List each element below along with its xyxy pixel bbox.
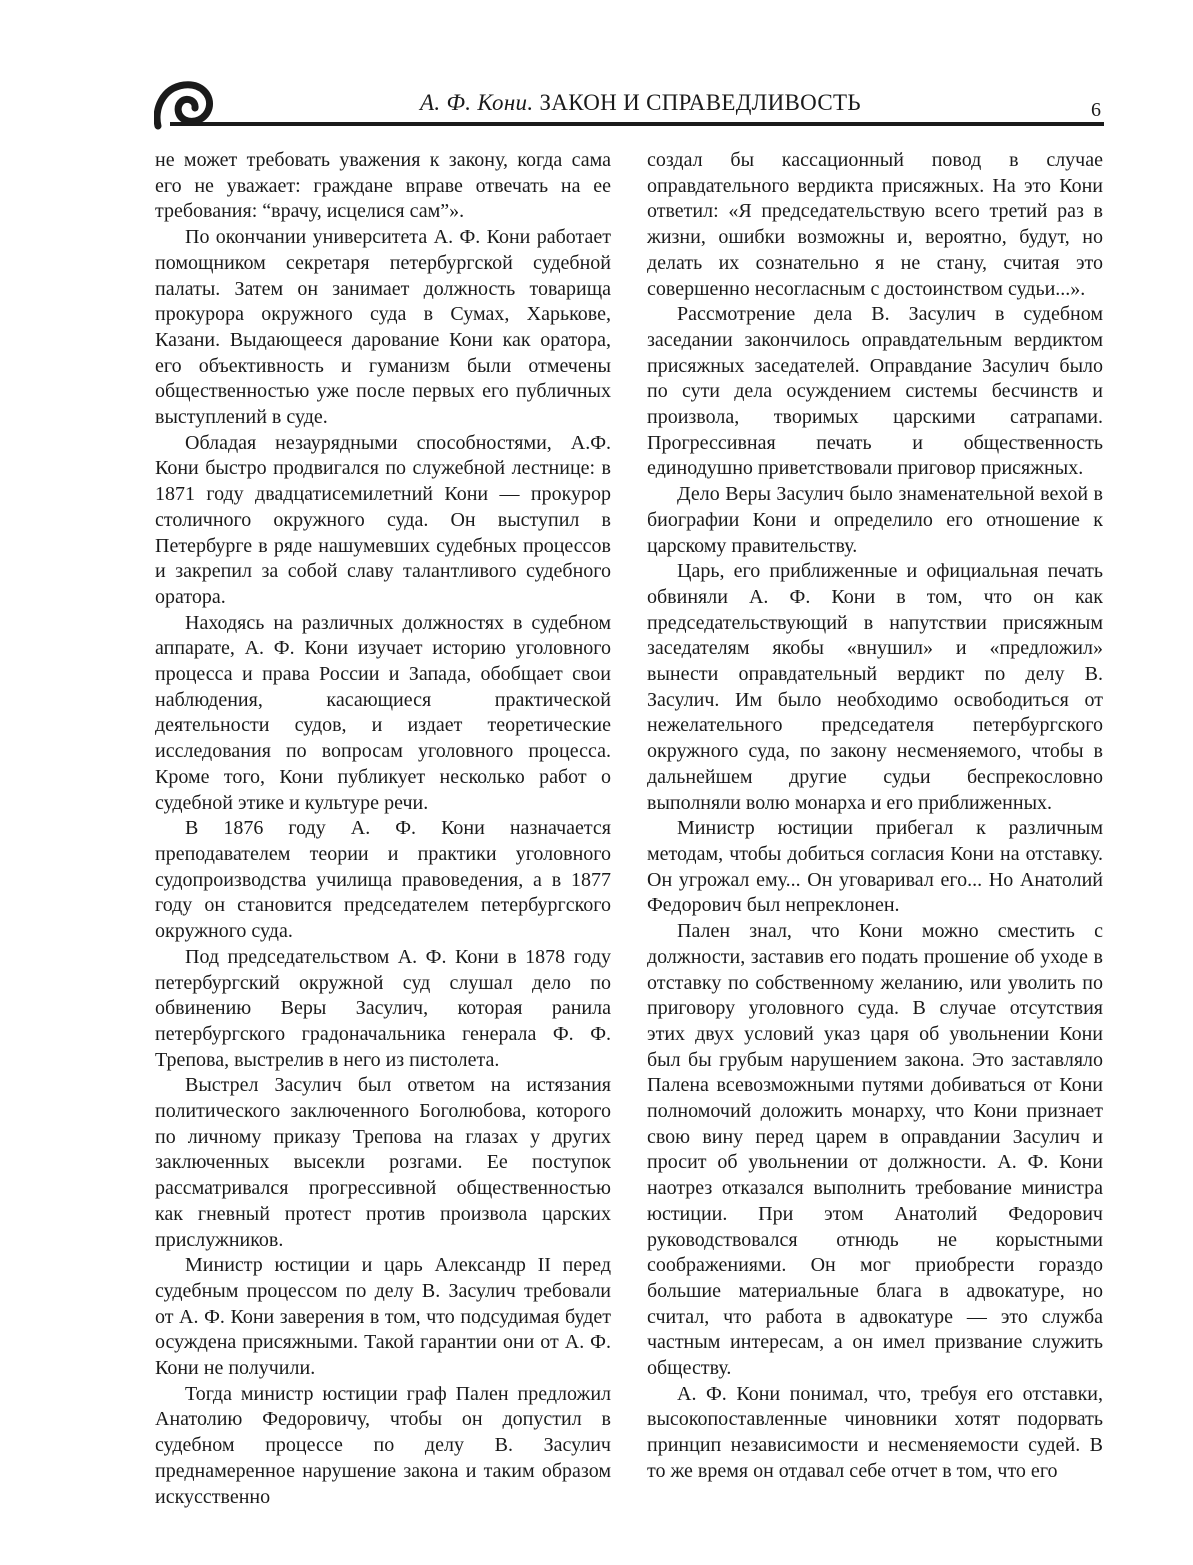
paragraph: Под председательством А. Ф. Кони в 1878 году петербургский окружной суд слушал дело по обвинению Веры Засулич, которая ранила петербургского градоначальника генерала Ф. Ф. Трепова, выстрелив в него из пистолета.: [155, 945, 611, 1071]
paragraph: Пален знал, что Кони можно сместить с должности, заставив его подать прошение об уходе в отставку по собственному желанию, или уволить по приговору уголовного суда. В случае отсутствия этих двух условий указ царя об увольнении Кони был бы грубым нарушением закона. Это заставляло Палена всевозможными путями добиваться от Кони полномочий доложить монарху, что Кони признает свою вину перед царем в оправдании Засулич и просит об увольнении от должности. А. Ф. Кони наотрез отказался выполнить требование министра юстиции. При этом Анатолий Федорович руководствовался отнюдь не корыстными соображениями. Он мог приобрести гораздо большие материальные блага в адвокатуре, но считал, что работа в адвокатуре — это служба частным интересам, а он имел призвание служить обществу.: [647, 920, 1103, 1380]
paragraph: В 1876 году А. Ф. Кони назначается преподавателем теории и практики уголовного судопроизводства училища правоведения, а в 1877 году он становится председателем петербургского окружного суда.: [155, 817, 611, 943]
paragraph: А. Ф. Кони понимал, что, требуя его отставки, высокопоставленные чиновники хотят подорвать принцип независимости и несменяемости судей. В то же время он отдавал себе отчет в том, что его: [647, 1382, 1103, 1482]
paragraph: Обладая незаурядными способностями, А.Ф. Кони быстро продвигался по служебной лестнице: в 1871 году двадцатисемилетний Кони — прокурор столичного окружного суда. Он выступил в Петербурге в ряде нашумевших судебных процессов и закрепил за собой славу талантливого судебного оратора.: [155, 431, 611, 608]
paragraph: По окончании университета А. Ф. Кони работает помощником секретаря петербургской судебной палаты. Затем он занимает должность товарища прокурора окружного суда в Сумах, Харькове, Казани. Выдающееся дарование Кони как оратора, его объективность и гуманизм были отмечены общественностью уже после первых его публичных выступлений в суде.: [155, 226, 611, 429]
paragraph: Министр юстиции и царь Александр II перед судебным процессом по делу В. Засулич требовали от А. Ф. Кони заверения в том, что подсудимая будет осуждена присяжными. Такой гарантии они от А. Ф. Кони не получили.: [155, 1254, 611, 1380]
paragraph: создал бы кассационный повод в случае оправдательного вердикта присяжных. На это Кони ответил: «Я председательствую всего третий раз в жизни, ошибки возможны и, вероятно, будут, но делать их сознательно я не стану, считая это совершенно несогласным с достоинством судьи...».: [647, 149, 1103, 300]
paragraph: Царь, его приближенные и официальная печать обвиняли А. Ф. Кони в том, что он как председательствующий в напутствии присяжным заседателям якобы «внушил» и «предложил» вынести оправдательный вердикт по делу В. Засулич. Им было необходимо освободиться от нежелательного председателя петербургского окружного суда, по закону несменяемого, чтобы в дальнейшем другие судьи беспрекословно выполняли волю монарха и его приближенных.: [647, 560, 1103, 814]
header-title: ЗАКОН И СПРАВЕДЛИВОСТЬ: [539, 90, 861, 115]
right-column: [647, 148, 1103, 1485]
paragraph: Дело Веры Засулич было знаменательной вехой в биографии Кони и определило его отношение к царскому правительству.: [647, 483, 1103, 557]
paragraph: Рассмотрение дела В. Засулич в судебном заседании закончилось оправдательным вердиктом присяжных заседателей. Оправдание Засулич было по сути дела осуждением системы бесчинств и произвола, творимых царскими сатрапами. Прогрессивная печать и общественность единодушно приветствовали приговор присяжных.: [647, 303, 1103, 480]
left-column: [155, 148, 611, 1510]
page-number: 6: [1091, 99, 1101, 121]
header-author: А. Ф. Кони.: [420, 90, 534, 115]
paragraph: Выстрел Засулич был ответом на истязания политического заключенного Боголюбова, которого по личному приказу Трепова на глазах у других заключенных высекли розгами. Ее поступок рассматривался прогрессивной общественностью как гневный протест против произвола царских прислужников.: [155, 1074, 611, 1251]
paragraph: Находясь на различных должностях в судебном аппарате, А. Ф. Кони изучает историю уголовного процесса и права России и Запада, обобщает свои наблюдения, касающиеся практической деятельности судов, и издает теоретические исследования по вопросам уголовного процесса. Кроме того, Кони публикует несколько работ о судебной этике и культуре речи.: [155, 611, 611, 814]
paragraph: Министр юстиции прибегал к различным методам, чтобы добиться согласия Кони на отставку. Он угрожал ему... Он уговаривал его... Но Анатолий Федорович был непреклонен.: [647, 817, 1103, 917]
header-rule: [170, 122, 1104, 126]
paragraph: Тогда министр юстиции граф Пален предложил Анатолию Федоровичу, чтобы он допустил в судебном процессе по делу В. Засулич преднамеренное нарушение закона и таким образом искусственно: [155, 1382, 611, 1508]
paragraph: не может требовать уважения к закону, когда сама его не уважает: граждане вправе отвечать на ее требования: “врачу, исцелися сам”».: [155, 149, 611, 223]
running-head: [420, 90, 861, 116]
